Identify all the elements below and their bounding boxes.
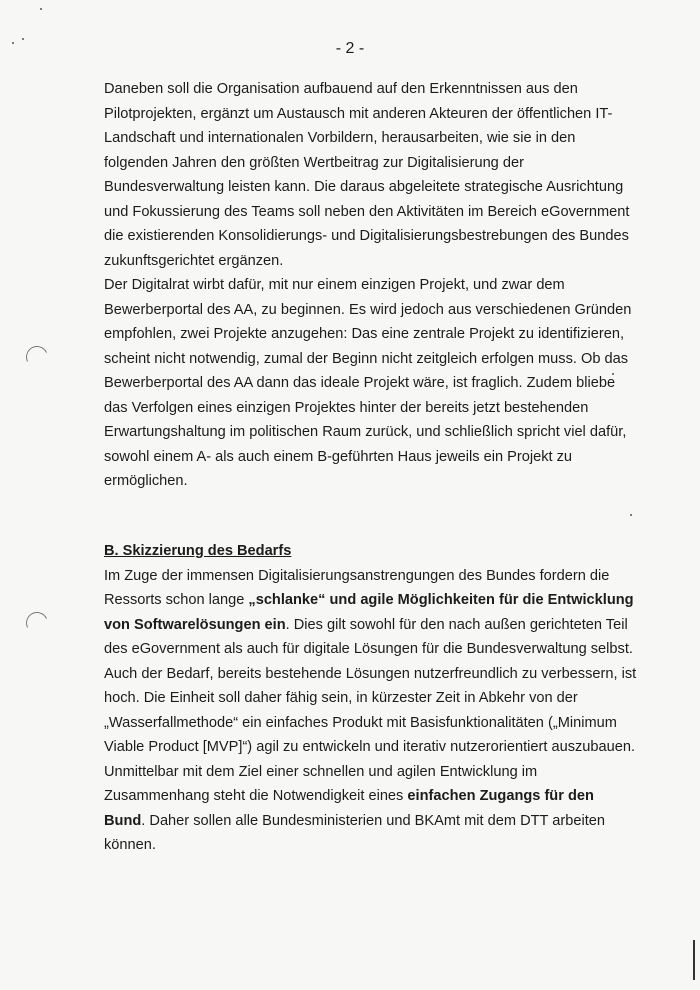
text-line: die existierenden Konsolidierungs- und Digitalisierungsbestrebungen des Bundes bbox=[104, 228, 629, 244]
text-run: . Daher sollen alle Bundesministerien und BKAmt mit dem DTT arbeiten bbox=[141, 812, 605, 829]
text-line: Bewerberportal des AA dann das ideale Projekt wäre, ist fraglich. Zudem bliebe bbox=[104, 375, 616, 391]
text-line: sowohl einem A- als auch einem B-geführten Haus jeweils ein Projekt zu bbox=[104, 448, 573, 465]
text-line: Bewerberportal des AA, zu beginnen. Es wird jedoch aus verschiedenen Gründen bbox=[104, 301, 632, 318]
scan-speck bbox=[12, 42, 14, 44]
scan-speck bbox=[22, 38, 24, 40]
text-line: hoch. Die Einheit soll daher fähig sein, in kürzester Zeit in Abkehr von der bbox=[104, 690, 578, 706]
text-line: folgenden Jahren den größten Wertbeitrag zur Digitalisierung der bbox=[104, 154, 524, 171]
text-line bbox=[104, 809, 624, 834]
section-heading: B. Skizzierung des Bedarfs bbox=[104, 543, 292, 559]
paragraph-digitalrat bbox=[104, 273, 632, 494]
text-line: das Verfolgen eines einzigen Projektes hinter der bereits jetzt bestehenden bbox=[104, 399, 589, 416]
text-line: ermöglichen. bbox=[104, 473, 188, 489]
text-line: „Wasserfallmethode“ ein einfaches Produkt mit Basisfunktionalitäten („Minimum bbox=[104, 714, 617, 731]
text-line: Erwartungshaltung im politischen Raum zurück, und schließlich spricht viel dafür, bbox=[104, 424, 627, 440]
scan-speck bbox=[40, 8, 42, 10]
text-line: Der Digitalrat wirbt dafür, mit nur einem einzigen Projekt, und zwar dem bbox=[104, 277, 565, 293]
bold-text: Bund bbox=[104, 812, 142, 829]
text-line: Auch der Bedarf, bereits bestehende Lösungen nutzerfreundlich zu verbessern, ist bbox=[104, 665, 637, 682]
scan-speck bbox=[630, 514, 632, 516]
text-line: Daneben soll die Organisation aufbauend auf den Erkenntnissen aus den bbox=[104, 81, 578, 97]
scan-speck bbox=[612, 373, 614, 375]
text-line: zukunftsgerichtet ergänzen. bbox=[104, 252, 284, 269]
text-line: scheint nicht notwendig, zumal der Beginn nicht zeitgleich erfolgen muss. Ob das bbox=[104, 350, 629, 367]
punch-hole-mark bbox=[23, 609, 51, 637]
text-line: Viable Product [MVP]“) agil zu entwickeln und iterativ nutzerorientiert auszubauen. bbox=[104, 739, 636, 755]
section-b bbox=[104, 539, 637, 858]
text-line: Im Zuge der immensen Digitalisierungsanstrengungen des Bundes fordern die bbox=[104, 567, 610, 584]
text-run: Ressorts schon lange bbox=[104, 592, 249, 608]
text-line: Landschaft und internationalen Vorbildern, herausarbeiten, wie sie in den bbox=[104, 130, 576, 146]
text-line: des eGovernment als auch für digitale Lösungen für die Bundesverwaltung selbst. bbox=[104, 641, 633, 657]
text-line: können. bbox=[104, 837, 156, 853]
punch-hole-mark bbox=[23, 343, 51, 371]
text-run: . Dies gilt sowohl für den nach außen gerichteten Teil bbox=[285, 616, 628, 633]
text-line bbox=[104, 784, 624, 809]
bold-text: „schlanke“ und agile Möglichkeiten für die Entwicklung bbox=[248, 592, 634, 608]
page-number: - 2 - bbox=[335, 40, 365, 57]
text-run: Zusammenhang steht die Notwendigkeit eines bbox=[104, 788, 408, 804]
bold-text: einfachen Zugangs für den bbox=[407, 788, 594, 804]
text-line: empfohlen, zwei Projekte anzugehen: Das eine zentrale Projekt zu identifizieren, bbox=[104, 326, 624, 342]
text-line bbox=[104, 613, 628, 638]
text-line: Bundesverwaltung leisten kann. Die daraus abgeleitete strategische Ausrichtung bbox=[104, 179, 624, 195]
text-line: Unmittelbar mit dem Ziel einer schnellen und agilen Entwicklung im bbox=[104, 763, 538, 780]
bold-text: von Softwarelösungen ein bbox=[104, 616, 286, 633]
text-line: Pilotprojekten, ergänzt um Austausch mit anderen Akteuren der öffentlichen IT- bbox=[104, 105, 613, 122]
paragraph-organisation bbox=[104, 77, 630, 273]
text-line bbox=[104, 588, 634, 613]
text-line: und Fokussierung des Teams soll neben den Aktivitäten im Bereich eGovernment bbox=[104, 203, 630, 220]
edge-mark bbox=[693, 940, 695, 980]
